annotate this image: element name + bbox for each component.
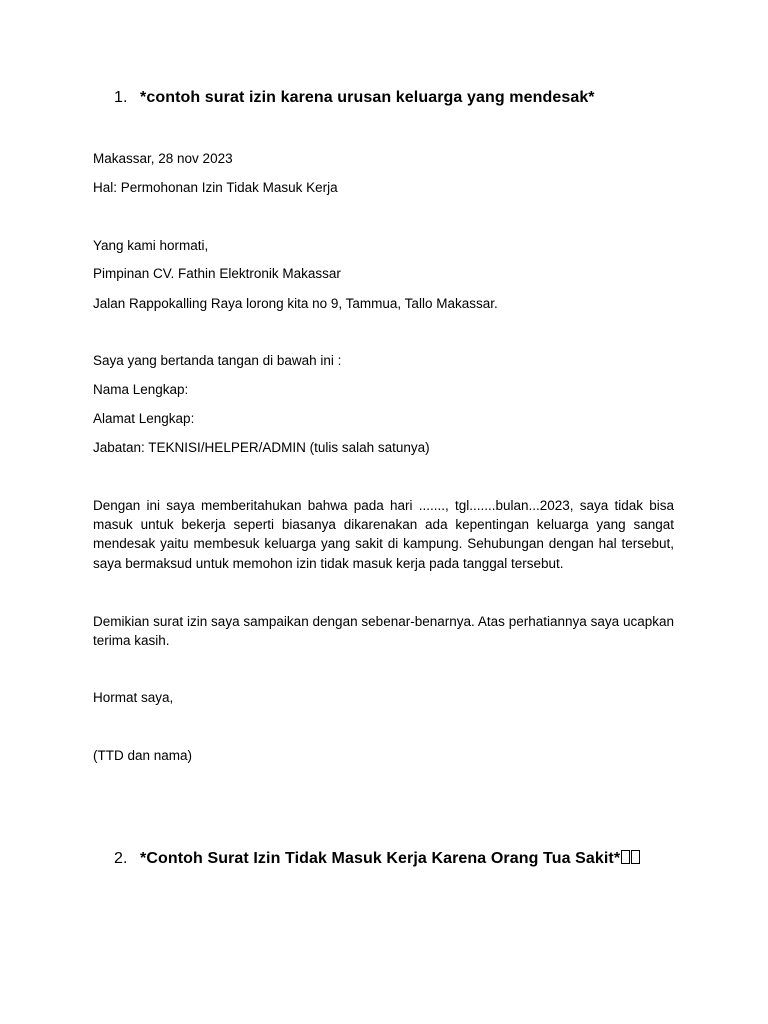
missing-glyph-icon [621,850,630,864]
field-full-address: Alamat Lengkap: [93,411,195,426]
letter-subject: Hal: Permohonan Izin Tidak Masuk Kerja [93,180,338,195]
field-position: Jabatan: TEKNISI/HELPER/ADMIN (tulis salah satunya) [93,440,430,455]
letter-closing-paragraph: Demikian surat izin saya sampaikan dengan sebenar-benarnya. Atas perhatiannya saya ucapkan terima kasih. [93,614,674,649]
section-heading-1 [114,89,595,107]
section-heading-2 [114,850,640,868]
heading-1-number: 1. [114,89,128,106]
field-full-name: Nama Lengkap: [93,382,189,397]
letter-recipient-address: Jalan Rappokalling Raya lorong kita no 9, Tammua, Tallo Makassar. [93,296,498,311]
heading-1-title: *contoh surat izin karena urusan keluarga yang mendesak* [140,89,595,106]
heading-2-title: *Contoh Surat Izin Tidak Masuk Kerja Karena Orang Tua Sakit* [140,850,621,867]
letter-signature: (TTD dan nama) [93,748,193,763]
letter-recipient-name: Pimpinan CV. Fathin Elektronik Makassar [93,266,341,281]
letter-place-date: Makassar, 28 nov 2023 [93,151,233,166]
letter-body-paragraph: Dengan ini saya memberitahukan bahwa pada hari ......., tgl.......bulan...2023, saya tidak bisa masuk untuk bekerja seperti biasanya dikarenakan ada kepentingan keluarga yang sangat mendesak yaitu membesuk keluarga yang sakit di kampung. Sehubungan dengan hal tersebut, saya bermaksud untuk memohon izin tidak masuk kerja pada tanggal tersebut. [93,498,674,571]
heading-2-number: 2. [114,850,128,867]
letter-intro: Saya yang bertanda tangan di bawah ini : [93,353,342,368]
missing-glyph-icon [631,850,640,864]
letter-salutation: Yang kami hormati, [93,238,209,253]
letter-closing: Hormat saya, [93,690,174,705]
